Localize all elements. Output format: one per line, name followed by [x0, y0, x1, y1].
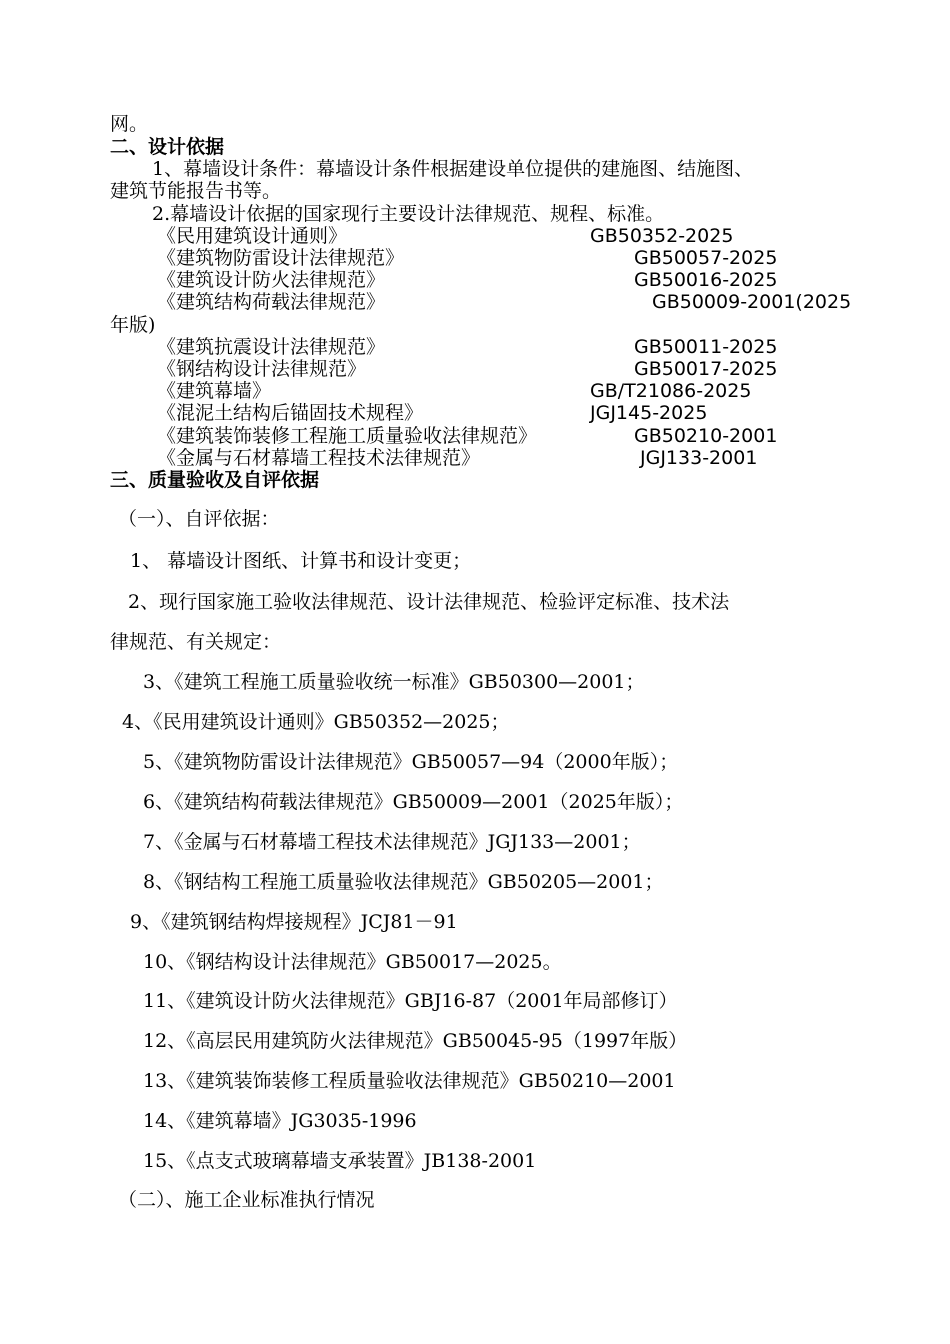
list-item: 3、《建筑工程施工质量验收统一标准》GB50300—2001； — [143, 671, 645, 693]
standard-name: 《钢结构设计法律规范》 — [157, 358, 367, 380]
section2-item1-line1: 1、幕墙设计条件：幕墙设计条件根据建设单位提供的建施图、结施图、 — [152, 158, 754, 180]
section2-heading: 二、设计依据 — [110, 136, 225, 158]
section3-sub2: （二）、施工企业标准执行情况 — [118, 1189, 375, 1211]
section3-item1: 1、 幕墙设计图纸、计算书和设计变更； — [130, 550, 472, 572]
section3-sub1: （一）、自评依据： — [118, 508, 280, 530]
list-item: 5、《建筑物防雷设计法律规范》GB50057—94（2000年版）； — [143, 751, 679, 773]
section2-item2: 2.幕墙设计依据的国家现行主要设计法律规范、规程、标准。 — [152, 203, 665, 225]
list-item: 14、《建筑幕墙》JG3035-1996 — [143, 1110, 417, 1132]
standard-name: 《民用建筑设计通则》 — [157, 225, 348, 247]
section2-item1-line2: 建筑节能报告书等。 — [110, 180, 282, 202]
top-fragment: 网。 — [110, 113, 149, 135]
standard-code: GB50352-2025 — [590, 225, 734, 247]
standard-code: GB50009-2001(2025 — [652, 291, 852, 313]
standard-code: GB50016-2025 — [634, 269, 778, 291]
standard-code-wrap: 年版) — [110, 314, 156, 336]
standard-name: 《建筑装饰装修工程施工质量验收法律规范》 — [157, 425, 538, 447]
section3-item2-line1: 2、现行国家施工验收法律规范、设计法律规范、检验评定标准、技术法 — [128, 591, 730, 613]
standard-code: GB50017-2025 — [634, 358, 778, 380]
list-item: 6、《建筑结构荷载法律规范》GB50009—2001（2025年版）； — [143, 791, 684, 813]
standard-code: GB50210-2001 — [634, 425, 778, 447]
standard-code: GB50057-2025 — [634, 247, 778, 269]
standard-code: GB50011-2025 — [634, 336, 778, 358]
list-item: 7、《金属与石材幕墙工程技术法律规范》JGJ133—2001； — [143, 831, 641, 853]
list-item: 12、《高层民用建筑防火法律规范》GB50045-95（1997年版） — [143, 1030, 688, 1052]
list-item: 8、《钢结构工程施工质量验收法律规范》GB50205—2001； — [143, 871, 664, 893]
standard-code: JGJ133-2001 — [640, 447, 758, 469]
standard-name: 《建筑幕墙》 — [157, 380, 272, 402]
section3-item2-line2: 律规范、有关规定： — [110, 631, 282, 653]
list-item: 15、《点支式玻璃幕墙支承装置》JB138-2001 — [143, 1150, 537, 1172]
standard-name: 《金属与石材幕墙工程技术法律规范》 — [157, 447, 481, 469]
standard-name: 《建筑结构荷载法律规范》 — [157, 291, 386, 313]
list-item: 10、《钢结构设计法律规范》GB50017—2025。 — [143, 951, 562, 973]
section3-heading: 三、质量验收及自评依据 — [110, 469, 320, 491]
standard-code: GB/T21086-2025 — [590, 380, 752, 402]
standard-name: 《建筑设计防火法律规范》 — [157, 269, 386, 291]
list-item: 9、《建筑钢结构焊接规程》JCJ81－91 — [130, 911, 458, 933]
standard-name: 《建筑物防雷设计法律规范》 — [157, 247, 405, 269]
list-item: 13、《建筑装饰装修工程质量验收法律规范》GB50210—2001 — [143, 1070, 676, 1092]
standard-code: JGJ145-2025 — [590, 402, 708, 424]
list-item: 4、《民用建筑设计通则》GB50352—2025； — [122, 711, 510, 733]
standard-name: 《混泥土结构后锚固技术规程》 — [157, 402, 424, 424]
list-item: 11、《建筑设计防火法律规范》GBJ16-87（2001年局部修订） — [143, 990, 678, 1012]
standard-name: 《建筑抗震设计法律规范》 — [157, 336, 386, 358]
